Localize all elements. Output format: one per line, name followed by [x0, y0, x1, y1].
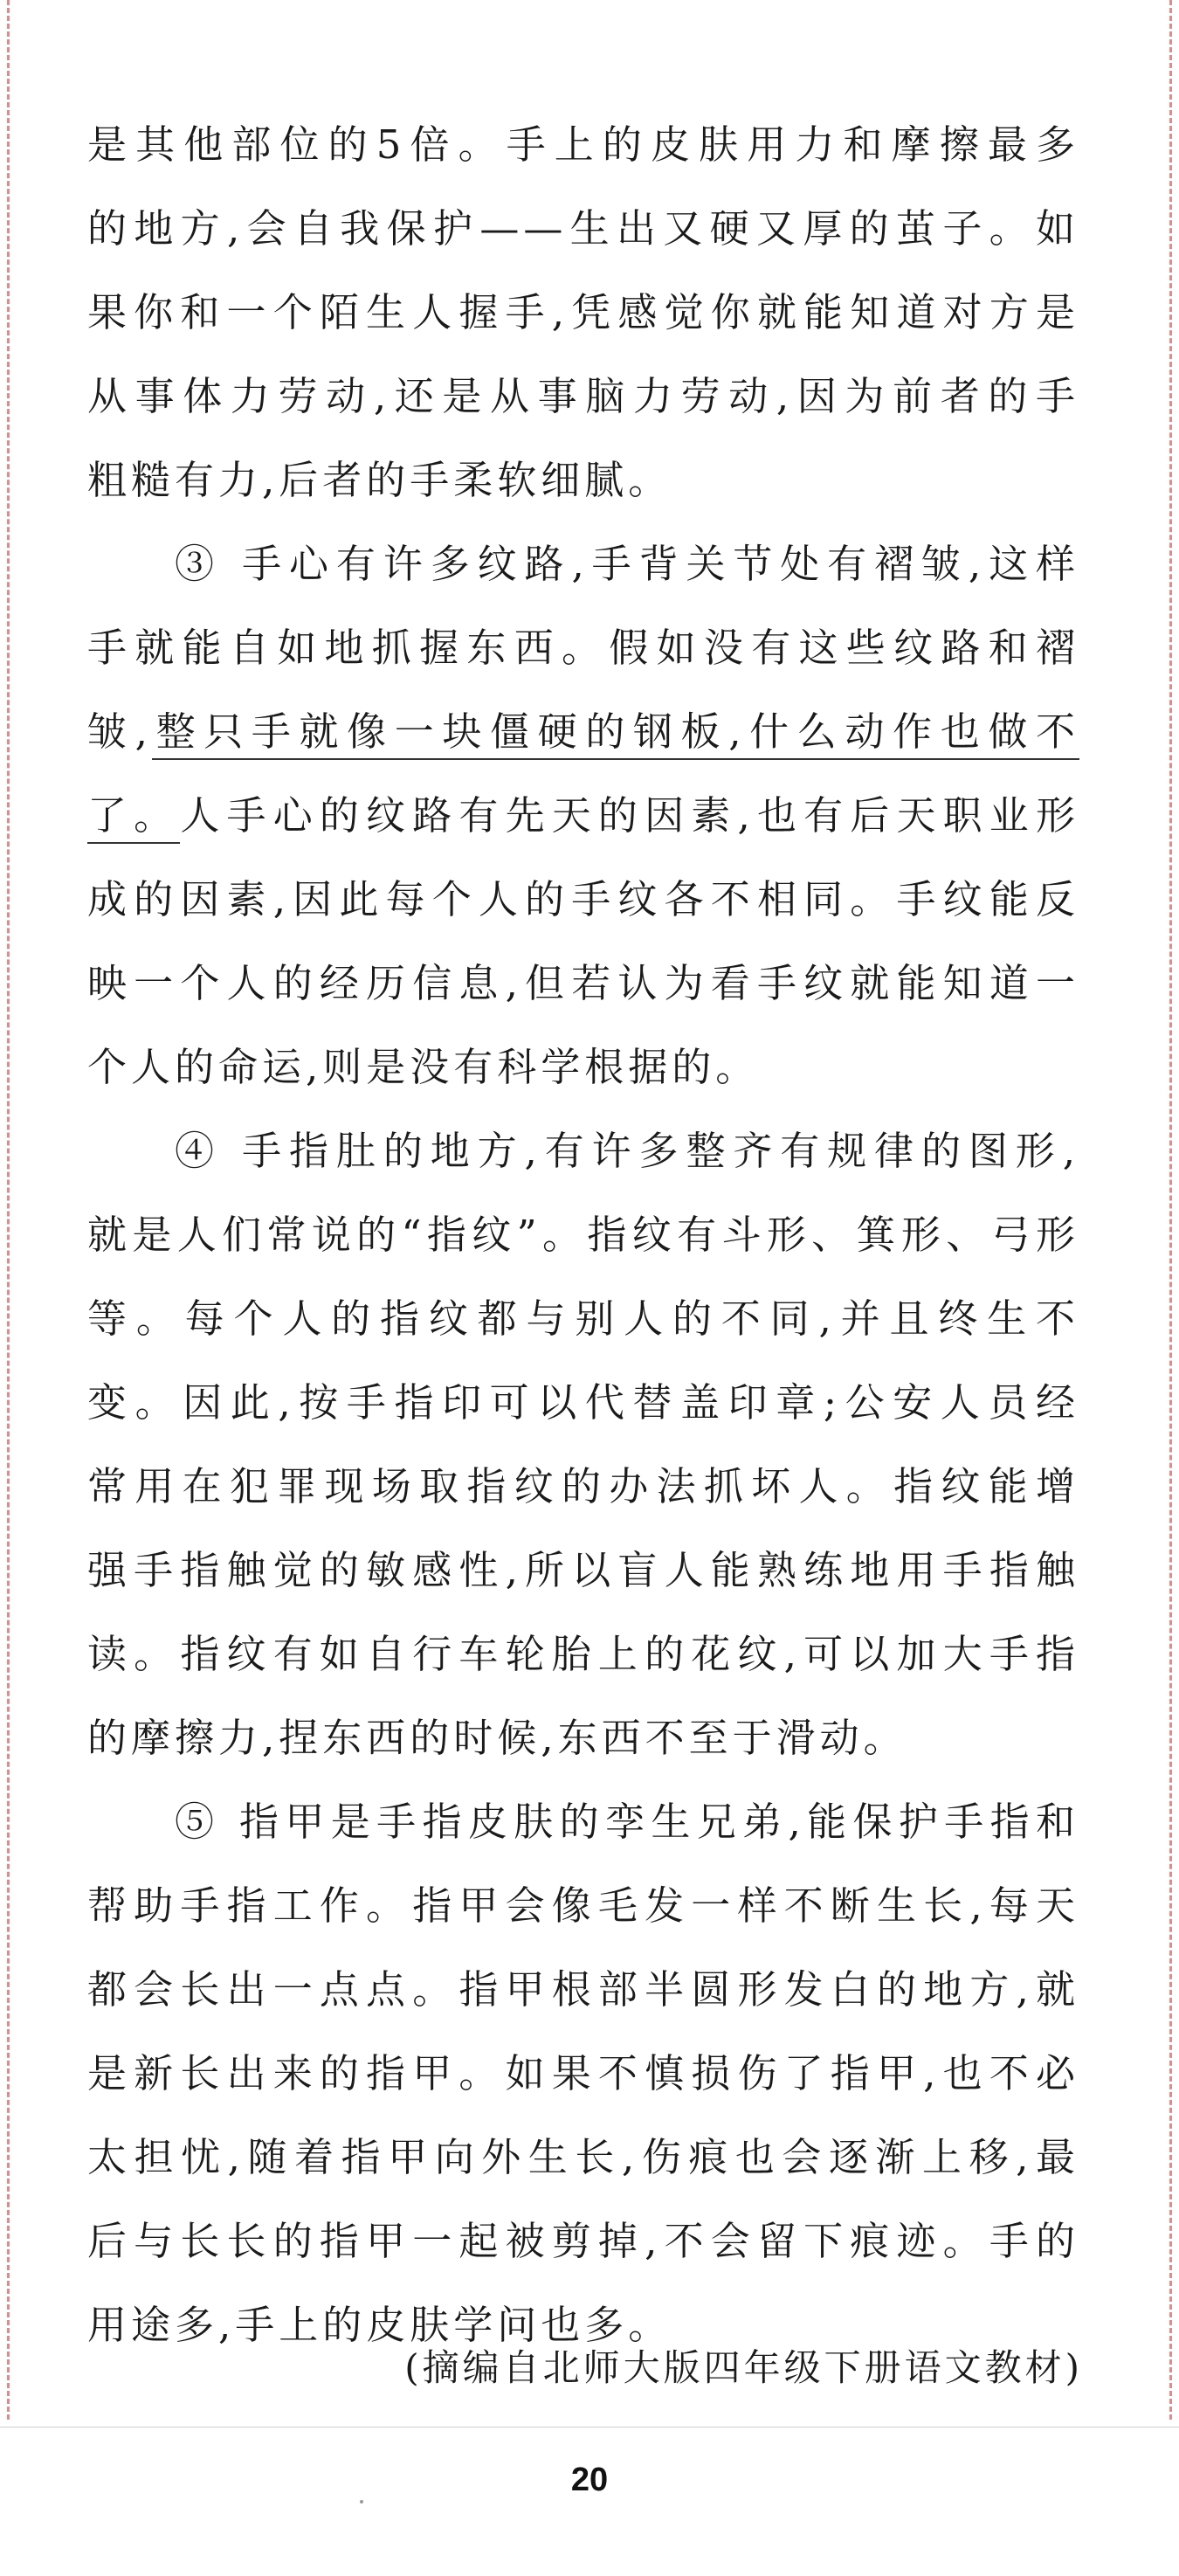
text-segment: 人手心的纹路有先天的因素,也有后天职业形 — [180, 792, 1079, 839]
scan-speck — [360, 2500, 363, 2503]
paragraph-3 — [87, 522, 1079, 1109]
text-line: 是新长出来的指甲。如果不慎损伤了指甲,也不必 — [87, 2050, 1079, 2096]
text-line — [87, 774, 1079, 858]
footer-divider — [0, 2427, 1179, 2428]
text-line: 粗糙有力,后者的手柔软细腻。 — [87, 457, 672, 503]
text-line — [87, 690, 1079, 774]
paragraph-continued — [87, 103, 1079, 522]
article-body — [87, 103, 1079, 2367]
text-line: 是其他部位的5倍。手上的皮肤用力和摩擦最多 — [87, 121, 1079, 168]
text-line: 就是人们常说的“指纹”。指纹有斗形、箕形、弓形 — [87, 1212, 1079, 1258]
text-line: 读。指纹有如自行车轮胎上的花纹,可以加大手指 — [87, 1631, 1079, 1677]
text-line: 太担忧,随着指甲向外生长,伤痕也会逐渐上移,最 — [87, 2134, 1079, 2180]
text-line: 变。因此,按手指印可以代替盖印章;公安人员经 — [87, 1379, 1079, 1426]
text-line: 等。每个人的指纹都与别人的不同,并且终生不 — [87, 1295, 1079, 1342]
text-line: 果你和一个陌生人握手,凭感觉你就能知道对方是 — [87, 289, 1079, 335]
text-line: ④ 手指肚的地方,有许多整齐有规律的图形, — [175, 1128, 1079, 1174]
text-line: 帮助手指工作。指甲会像毛发一样不断生长,每天 — [87, 1882, 1079, 1929]
text-line: 后与长长的指甲一起被剪掉,不会留下痕迹。手的 — [87, 2218, 1079, 2264]
text-line: 强手指触觉的敏感性,所以盲人能熟练地用手指触 — [87, 1547, 1079, 1593]
right-margin-guide — [1169, 0, 1172, 2420]
page-number: 20 — [570, 2462, 609, 2498]
underlined-sentence-end: 了。 — [87, 792, 180, 844]
paragraph-5 — [87, 1780, 1079, 2367]
text-line: ③ 手心有许多纹路,手背关节处有褶皱,这样 — [175, 541, 1079, 587]
text-line: 成的因素,因此每个人的手纹各不相同。手纹能反 — [87, 876, 1079, 922]
text-line: 常用在犯罪现场取指纹的办法抓坏人。指纹能增 — [87, 1463, 1079, 1509]
text-line: 映一个人的经历信息,但若认为看手纹就能知道一 — [87, 960, 1079, 1006]
text-line: 用途多,手上的皮肤学问也多。 — [87, 2302, 672, 2348]
text-line: ⑤ 指甲是手指皮肤的孪生兄弟,能保护手指和 — [175, 1799, 1079, 1845]
text-line: 个人的命运,则是没有科学根据的。 — [87, 1044, 760, 1090]
underlined-sentence: 整只手就像一块僵硬的钢板,什么动作也做不 — [152, 708, 1079, 760]
text-line: 从事体力劳动,还是从事脑力劳动,因为前者的手 — [87, 373, 1079, 419]
text-line: 手就能自如地抓握东西。假如没有这些纹路和褶 — [87, 625, 1079, 671]
paragraph-4 — [87, 1109, 1079, 1780]
text-segment: 皱, — [87, 708, 152, 755]
text-line: 的地方,会自我保护——生出又硬又厚的茧子。如 — [87, 205, 1079, 252]
text-line: 都会长出一点点。指甲根部半圆形发白的地方,就 — [87, 1966, 1079, 2013]
text-line: 的摩擦力,捏东西的时候,东西不至于滑动。 — [87, 1715, 907, 1761]
left-margin-guide — [7, 0, 10, 2420]
source-citation: (摘编自北师大版四年级下册语文教材) — [404, 2346, 1083, 2389]
